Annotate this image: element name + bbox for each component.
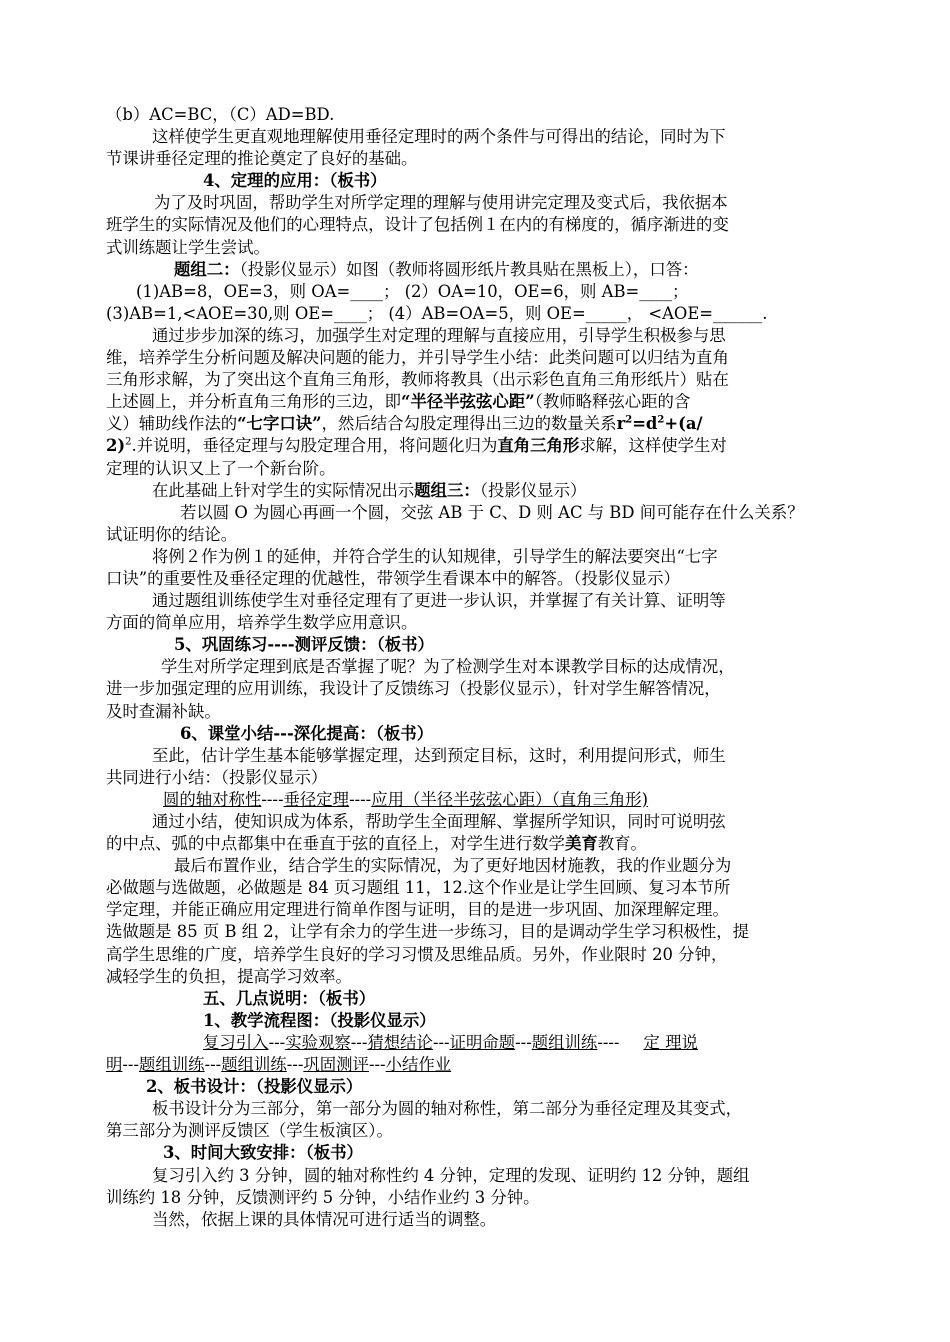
formula-eq: =d	[632, 414, 658, 434]
paragraph-line	[106, 480, 854, 502]
paragraph-line: 至此，估计学生基本能够掌握定理，达到预定目标，这时，利用提问形式，师生	[152, 745, 726, 765]
paragraph-line: 第三部分为测评反馈区（学生板演区）。	[106, 1121, 393, 1141]
text-span: （投影仪显示）	[479, 480, 587, 500]
paragraph-line: 节课讲垂径定理的推论奠定了良好的基础。	[106, 149, 418, 169]
superscript: 2	[625, 414, 633, 426]
summary-item: 垂径定理	[283, 789, 350, 809]
paragraph-line: 学定理，并能正确应用定理进行简单作图与证明，目的是进一步巩固、加深理解定理。	[106, 900, 729, 920]
section-heading-6: 6、课堂小结---深化提高：（板书）	[180, 723, 434, 743]
problem-group-2-line	[106, 259, 854, 281]
flow-step: 题组训练	[221, 1055, 287, 1075]
formula-tail: +(a/	[664, 414, 703, 434]
paragraph-line: 试证明你的结论。	[106, 524, 238, 544]
paragraph-line: 及时查漏补缺。	[106, 701, 221, 721]
dash-separator: ---	[432, 1032, 450, 1052]
problem-group-2-label: 题组二：	[174, 259, 240, 279]
emphasis-text: 直角三角形	[497, 436, 580, 456]
flow-step: 题组训练	[139, 1055, 205, 1075]
dash-separator: ---	[368, 1055, 386, 1075]
text-span: （教师略释弦心距的含	[534, 392, 691, 412]
paragraph-line	[106, 435, 854, 457]
text-span: 在此基础上针对学生的实际情况出示	[152, 480, 415, 500]
superscript: 2	[657, 414, 665, 426]
emphasis-text: “半径半弦弦心距”	[401, 392, 535, 412]
text-span: .并说明，垂径定理与勾股定理合用，将问题化归为	[131, 436, 498, 456]
flow-step: 明	[106, 1055, 123, 1075]
summary-item: 圆的轴对称性	[163, 789, 262, 809]
summary-flow-line	[106, 789, 854, 811]
paragraph-line: 必做题与选做题，必做题是 84 页习题组 11，12.这个作业是让学生回顾、复习本节所	[106, 878, 731, 898]
section-heading-4: 4、定理的应用：（板书）	[203, 171, 387, 191]
paragraph-line: 板书设计分为三部分，第一部分为圆的轴对称性，第二部分为垂径定理及其变式，	[152, 1099, 743, 1119]
paragraph-line: 通过题组训练使学生对垂径定理有了更进一步认识，并掌握了有关计算、证明等	[152, 591, 726, 611]
paragraph-line: 定理的认识又上了一个新台阶。	[106, 458, 336, 478]
paragraph-line: 当然，依据上课的具体情况可进行适当的调整。	[152, 1209, 497, 1229]
text-span: （投影仪显示）如图（教师将圆形纸片教具贴在黑板上），口答：	[239, 259, 699, 279]
paragraph-line: 减轻学生的负担，提高学习效率。	[106, 966, 352, 986]
paragraph-line: 训练约 18 分钟，反馈测评约 5 分钟，小结作业约 3 分钟。	[106, 1187, 540, 1207]
text-span: 义）辅助线作法的	[106, 414, 238, 434]
formula-text	[617, 414, 703, 433]
text-span: 求解，这样使学生对	[579, 436, 727, 456]
flow-step: 小结作业	[385, 1055, 452, 1075]
paragraph-line: 学生对所学定理到底是否掌握了呢？为了检测学生对本课教学目标的达成情况，	[161, 657, 735, 677]
emphasis-text: 美育	[564, 834, 598, 854]
document-page	[106, 104, 854, 1231]
subsection-heading-2: 2、板书设计：（投影仪显示）	[146, 1077, 363, 1097]
flow-step: 复习引入	[203, 1032, 269, 1052]
paragraph-line: 通过小结，使知识成为体系，帮助学生全面理解、掌握所学知识，同时可说明弦	[152, 812, 726, 831]
flow-chart-line	[106, 1054, 854, 1076]
paragraph-line	[106, 833, 854, 855]
formula-text: 2)	[106, 436, 126, 456]
flow-chart-line	[106, 1032, 854, 1054]
subsection-heading-1: 1、教学流程图：（投影仪显示）	[203, 1010, 436, 1030]
paragraph-line	[106, 391, 854, 413]
flow-step: 定 理说	[643, 1032, 698, 1052]
paragraph-line: 这样使学生更直观地理解使用垂径定理时的两个条件与可得出的结论，同时为下	[152, 127, 726, 147]
summary-item: 应用（半径半弦弦心距）（直角三角形)	[371, 789, 649, 809]
dash-separator: ---	[122, 1055, 140, 1075]
text-span: 上述圆上，并分析直角三角形的三边，即	[106, 392, 402, 412]
paragraph-line: 高学生思维的广度，培养学生良好的学习习惯及思维品质。另外，作业限时 20 分钟，	[106, 944, 728, 964]
section-heading-5: 5、巩固练习----测评反馈：（板书）	[174, 635, 434, 655]
flow-step: 证明命题	[449, 1032, 516, 1052]
paragraph-line: 班学生的实际情况及他们的心理特点，设计了包括例１在内的有梯度的，循序渐进的变	[106, 215, 729, 235]
paragraph-line: 三角形求解，为了突出这个直角三角形，教师将教具（出示彩色直角三角形纸片）贴在	[106, 370, 729, 390]
dash-separator: ----	[261, 789, 284, 809]
superscript: 2	[125, 436, 132, 448]
subsection-heading-3: 3、时间大致安排：（板书）	[163, 1143, 363, 1163]
paragraph-line: 口诀”的重要性及垂径定理的优越性，带领学生看课本中的解答。（投影仪显示）	[106, 568, 680, 588]
dash-separator: ----	[597, 1032, 620, 1052]
dash-separator: ----	[349, 789, 372, 809]
text-span: 教育。	[597, 834, 647, 854]
paragraph-line: 通过步步加深的练习，加强学生对定理的理解与直接应用，引导学生积极参与思	[152, 325, 726, 345]
flow-step: 实验观察	[285, 1032, 351, 1052]
paragraph-line: 若以圆 O 为圆心再画一个圆，交弦 AB 于 C、D 则 AC 与 BD 间可能存在什么关系？	[180, 502, 804, 522]
paragraph-line: 将例２作为例１的延伸，并符合学生的认知规律，引导学生的解法要突出“七字	[152, 546, 718, 566]
dash-separator: ---	[204, 1055, 222, 1075]
text-span: ，然后结合勾股定理得出三边的数量关系	[321, 414, 617, 434]
paragraph-line: 为了及时巩固，帮助学生对所学定理的理解与使用讲完定理及变式后，我依据本	[154, 193, 728, 213]
paragraph-line: 最后布置作业，结合学生的实际情况，为了更好地因材施教，我的作业题分为	[174, 856, 732, 876]
section-heading-five: 五、几点说明：（板书）	[203, 988, 376, 1008]
emphasis-text: “七字口诀”	[237, 414, 322, 434]
problem-group-3-label: 题组三：	[414, 480, 480, 500]
dash-separator: ---	[515, 1032, 532, 1052]
dash-separator: ---	[268, 1032, 286, 1052]
dash-separator: ---	[286, 1055, 304, 1075]
paragraph-line: 方面的简单应用，培养学生数学应用意识。	[106, 613, 418, 633]
paragraph-line: 复习引入约 3 分钟，圆的轴对称性约 4 分钟，定理的发现、证明约 12 分钟，题组	[152, 1165, 750, 1185]
exercise-line: (1)AB=8，OE=3，则 OA=____； (2）OA=10，OE=6，则 AB=____；	[136, 281, 689, 301]
paragraph-line: 进一步加强定理的应用训练，我设计了反馈练习（投影仪显示），针对学生解答情况，	[106, 679, 721, 699]
paragraph-line: 式训练题让学生尝试。	[106, 237, 270, 257]
flow-step: 题组训练	[531, 1032, 598, 1052]
paragraph-line: 共同进行小结：（投影仪显示）	[106, 767, 328, 787]
exercise-line: (3)AB=1,<AOE=30,则 OE=____； (4）AB=OA=5，则 OE=_____， <AOE=______.	[106, 303, 768, 323]
flow-step: 猜想结论	[367, 1032, 433, 1052]
text-line: （b）AC=BC，（C）AD=BD.	[106, 105, 335, 124]
flow-step: 巩固测评	[303, 1055, 369, 1075]
formula-r: r	[616, 414, 626, 434]
text-span: 的中点、弧的中点都集中在垂直于弦的直径上，对学生进行数学	[106, 834, 565, 854]
paragraph-line	[106, 413, 854, 435]
paragraph-line: 维，培养学生分析问题及解决问题的能力，并引导学生小结：此类问题可以归结为直角	[106, 348, 729, 368]
paragraph-line: 选做题是 85 页 B 组 2，让学有余力的学生进一步练习，目的是调动学生学习积极性，提	[106, 922, 750, 942]
dash-separator: ---	[350, 1032, 368, 1052]
